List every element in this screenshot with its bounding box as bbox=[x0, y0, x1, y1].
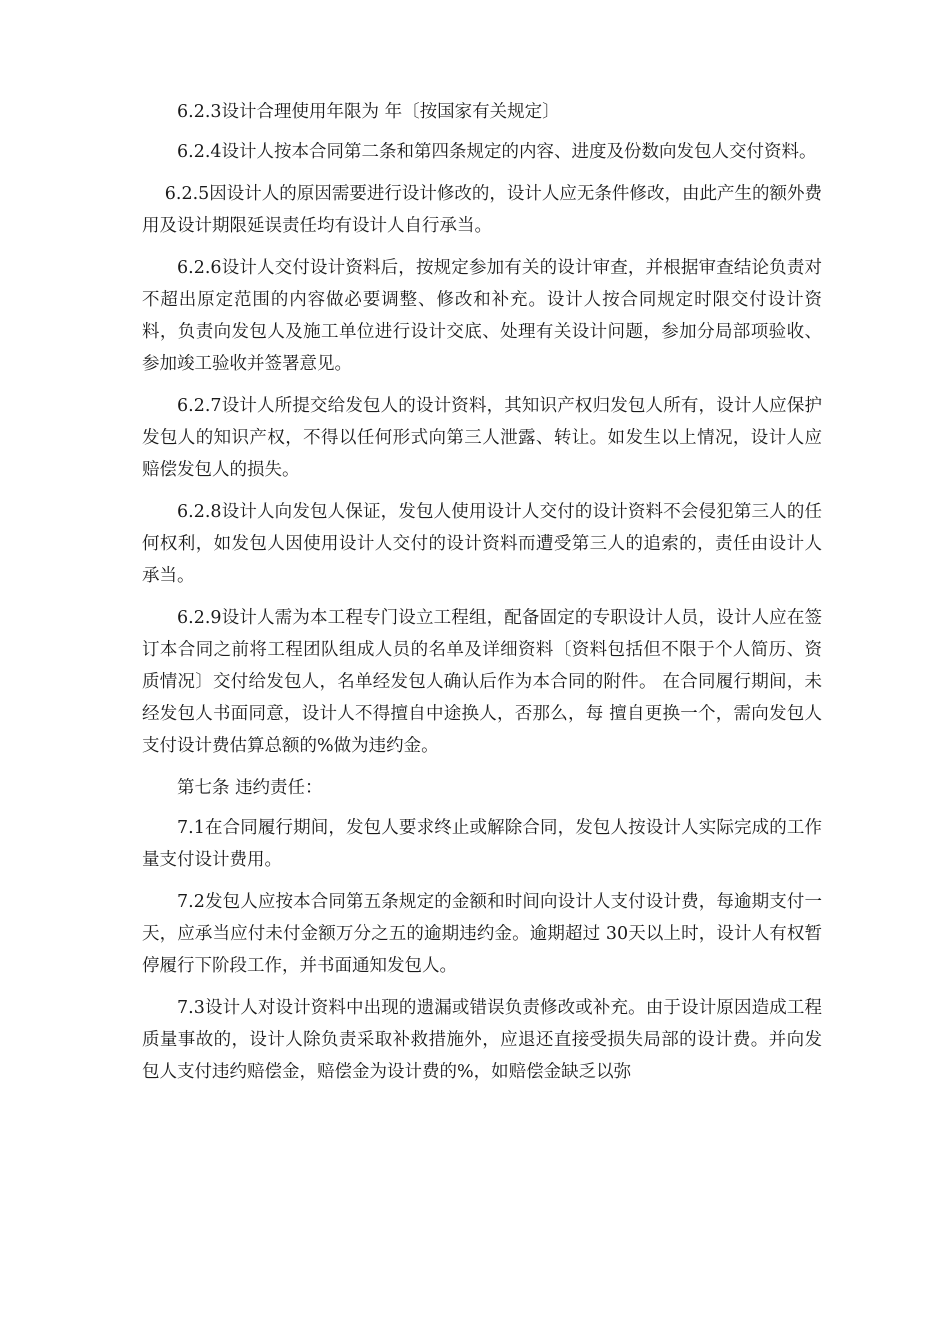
clause-6-2-5: 6.2.5因设计人的原因需要进行设计修改的，设计人应无条件修改，由此产生的额外费用及设计期限延误责任均有设计人自行承当。 bbox=[142, 184, 822, 236]
clause-6-2-8: 6.2.8设计人向发包人保证，发包人使用设计人交付的设计资料不会侵犯第三人的任何权利，如发包人因使用设计人交付的设计资料而遭受第三人的追索的，责任由设计人承当。 bbox=[142, 502, 822, 586]
document-body bbox=[142, 96, 822, 1098]
clause-7-3: 7.3设计人对设计资料中出现的遗漏或错误负责修改或补充。由于设计原因造成工程质量事故的，设计人除负责采取补救措施外，应退还直接受损失局部的设计费。并向发包人支付违约赔偿金，赔偿金为设计费的%，如赔偿金缺乏以弥 bbox=[142, 998, 822, 1082]
clause-6-2-4: 6.2.4设计人按本合同第二条和第四条规定的内容、进度及份数向发包人交付资料。 bbox=[177, 142, 817, 162]
clause-6-2-3: 6.2.3设计合理使用年限为 年〔按国家有关规定〕 bbox=[177, 102, 560, 122]
clause-6-2-7: 6.2.7设计人所提交给发包人的设计资料，其知识产权归发包人所有，设计人应保护发包人的知识产权，不得以任何形式向第三人泄露、转让。如发生以上情况，设计人应赔偿发包人的损失。 bbox=[142, 396, 822, 480]
clause-7-2: 7.2发包人应按本合同第五条规定的金额和时间向设计人支付设计费，每逾期支付一天，应承当应付未付金额万分之五的逾期违约金。逾期超过 30天以上时，设计人有权暂停履行下阶段工作，并书面通知发包人。 bbox=[142, 892, 822, 976]
clause-6-2-6: 6.2.6设计人交付设计资料后，按规定参加有关的设计审查，并根据审查结论负责对不超出原定范围的内容做必要调整、修改和补充。设计人按合同规定时限交付设计资料，负责向发包人及施工单位进行设计交底、处理有关设计问题，参加分局部项验收、参加竣工验收并签署意见。 bbox=[142, 258, 822, 374]
clause-6-2-9: 6.2.9设计人需为本工程专门设立工程组，配备固定的专职设计人员，设计人应在签订本合同之前将工程团队组成人员的名单及详细资料〔资料包括但不限于个人简历、资质情况〕交付给发包人，名单经发包人确认后作为本合同的附件。 在合同履行期间，未经发包人书面同意，设计人不得擅自中途换人，否那么，每 擅自更换一个，需向发包人支付设计费估算总额的%做为违约金。 bbox=[142, 608, 822, 756]
article-7-heading: 第七条 违约责任： bbox=[177, 778, 323, 798]
clause-7-1: 7.1在合同履行期间，发包人要求终止或解除合同，发包人按设计人实际完成的工作量支付设计费用。 bbox=[142, 818, 822, 870]
